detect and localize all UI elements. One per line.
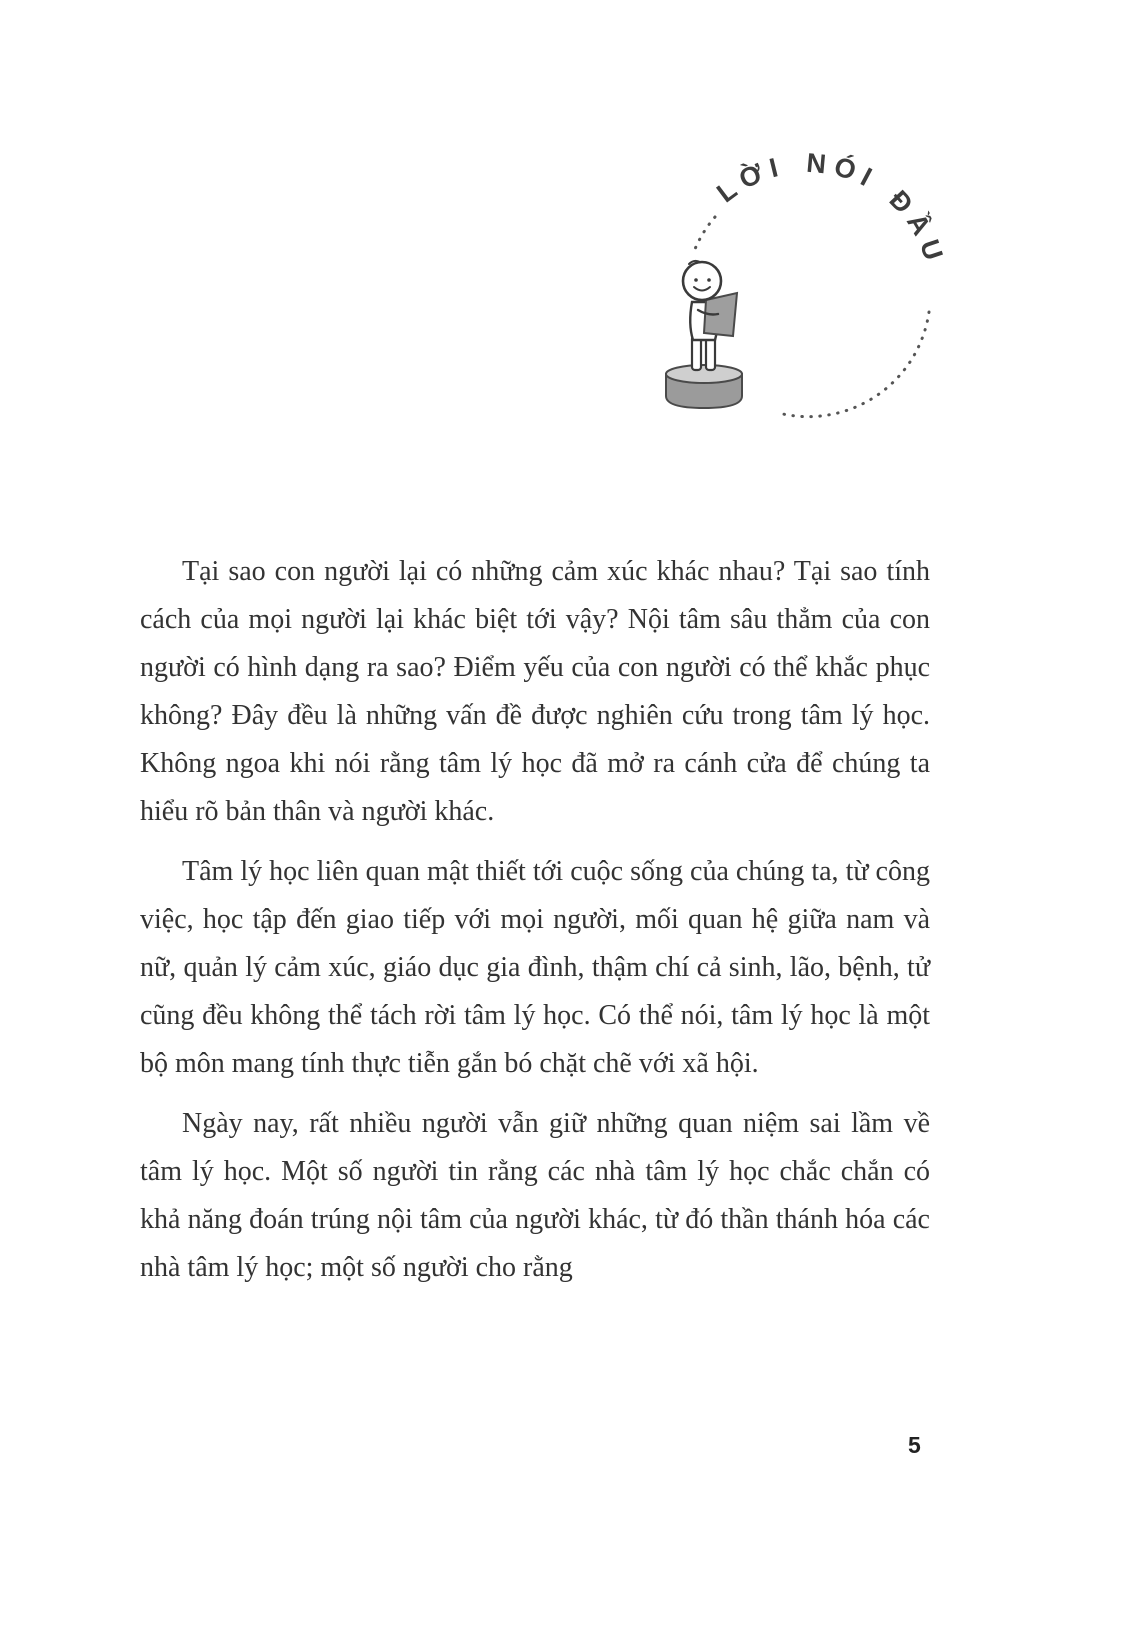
paragraph-2: Tâm lý học liên quan mật thiết tới cuộc sống của chúng ta, từ công việc, học tập đến giao tiếp với mọi người, mối quan hệ giữa nam và nữ, quản lý cảm xúc, giáo dục gia đình, thậm chí cả sinh, lão, bệnh, tử cũng đều không thể tách rời tâm lý học. Có thể nói, tâm lý học là một bộ môn mang tính thực tiễn gắn bó chặt chẽ với xã hội. xyxy=(140,856,930,1079)
body-text xyxy=(140,548,930,1304)
page-number: 5 xyxy=(908,1432,921,1458)
paragraph-1: Tại sao con người lại có những cảm xúc khác nhau? Tại sao tính cách của mọi người lại khác biệt tới vậy? Nội tâm sâu thẳm của con người có hình dạng ra sao? Điểm yếu của con người có thể khắc phục không? Đây đều là những vấn đề được nghiên cứu trong tâm lý học. Không ngoa khi nói rằng tâm lý học đã mở ra cánh cửa để chúng ta hiểu rõ bản thân và người khác. xyxy=(140,556,930,827)
preface-figure-icon xyxy=(666,261,742,408)
preface-header-art xyxy=(640,148,970,438)
podium-icon xyxy=(666,365,742,408)
preface-art-svg xyxy=(640,148,970,438)
preface-arc-title: LỜI NÓI ĐẦU xyxy=(711,148,951,271)
paragraph-3: Ngày nay, rất nhiều người vẫn giữ những quan niệm sai lầm về tâm lý học. Một số người tin rằng các nhà tâm lý học chắc chắn có khả năng đoán trúng nội tâm của người khác, từ đó thần thánh hóa các nhà tâm lý học; một số người cho rằng xyxy=(140,1108,930,1283)
